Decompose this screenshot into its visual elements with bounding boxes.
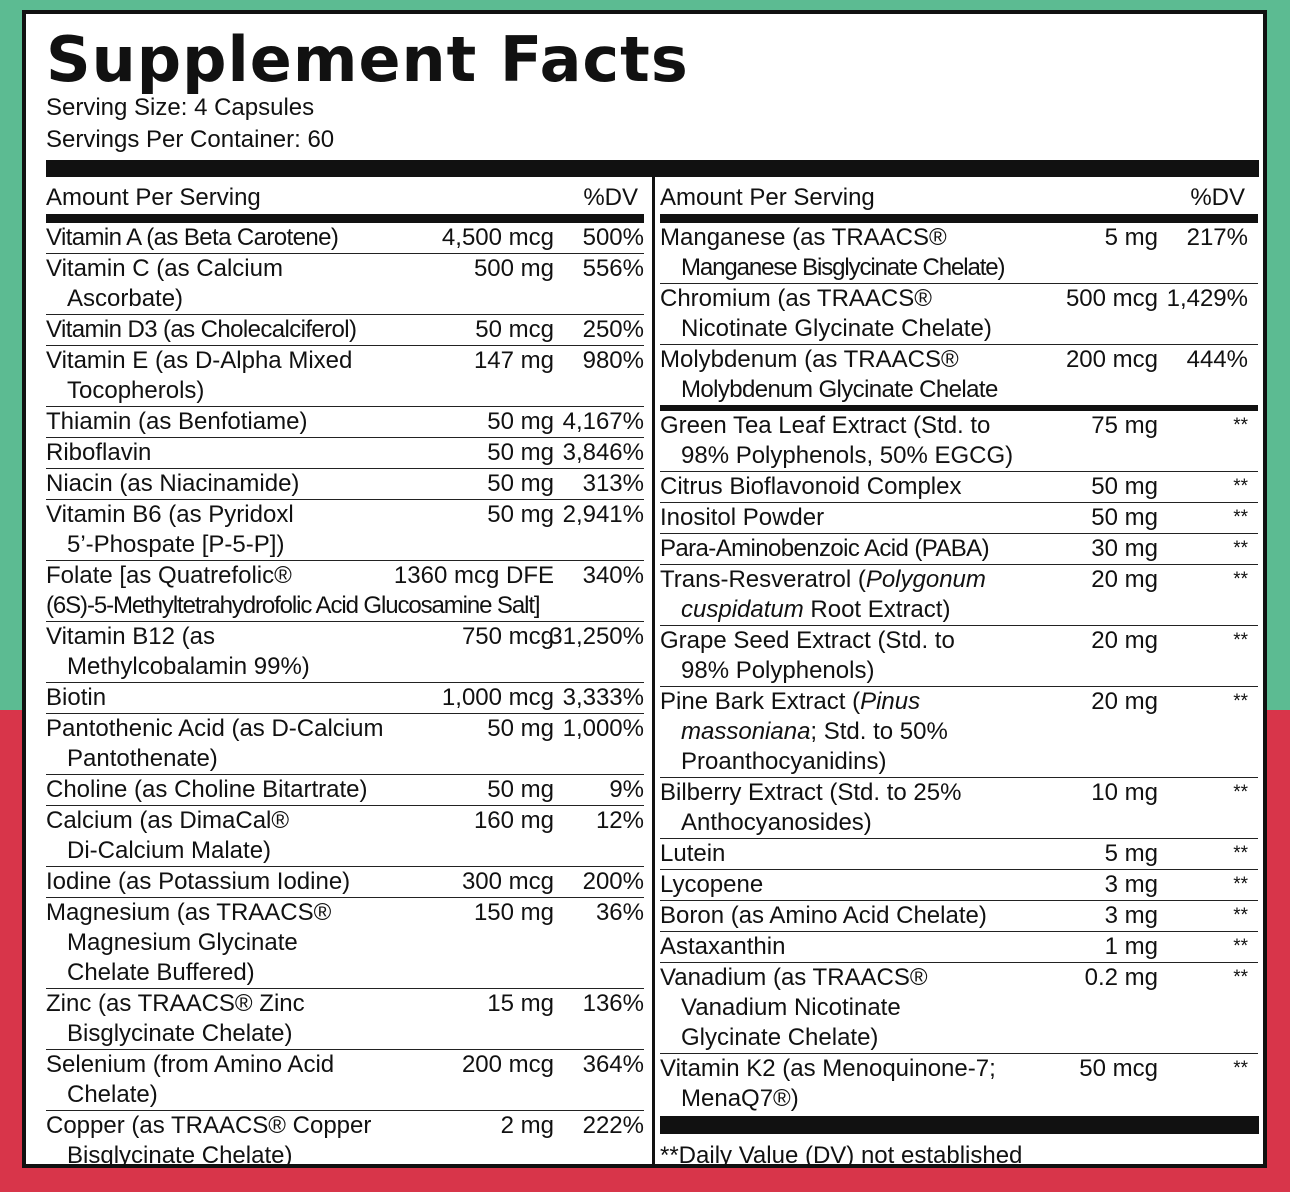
nutrient-dv: 340% (582, 562, 644, 589)
nutrient-name (660, 223, 1258, 283)
nutrient-name (660, 503, 1258, 533)
dv-header-label: %DV (1190, 184, 1245, 211)
nutrient-name-line: Pantothenate) (67, 745, 218, 772)
nutrient-row (46, 407, 644, 438)
nutrient-dv: ** (1233, 569, 1248, 590)
nutrient-dv: 2,941% (562, 501, 644, 528)
nutrient-dv: 500% (582, 224, 644, 251)
nutrient-row (46, 683, 644, 714)
nutrient-row (660, 411, 1258, 472)
nutrient-name-line: Vanadium (as TRAACS® (660, 964, 928, 991)
nutrient-name-line: Nicotinate Glycinate Chelate) (681, 315, 992, 342)
nutrient-name-line: Thiamin (as Benfotiame) (46, 408, 308, 435)
nutrient-amount: 150 mg (473, 899, 554, 926)
nutrient-amount: 20 mg (1091, 627, 1158, 654)
nutrient-dv: ** (1233, 538, 1248, 559)
nutrient-name-line: Chelate Buffered) (67, 959, 255, 986)
nutrient-row (660, 687, 1258, 778)
nutrient-name (46, 683, 644, 713)
nutrient-dv: 444% (1186, 346, 1248, 373)
nutrient-name-line: Anthocyanosides) (681, 809, 872, 836)
nutrient-row (660, 472, 1258, 503)
dv-header-label: %DV (583, 184, 638, 211)
nutrient-amount: 500 mcg (1065, 285, 1158, 312)
nutrient-row (46, 254, 644, 315)
footer-divider (660, 1116, 1259, 1134)
nutrient-dv: 1,000% (562, 715, 644, 742)
nutrient-row (46, 714, 644, 775)
nutrient-name-line: Bilberry Extract (Std. to 25% (660, 779, 962, 806)
nutrient-dv: 3,846% (562, 439, 644, 466)
nutrient-row (46, 806, 644, 867)
nutrient-dv: 250% (582, 316, 644, 343)
nutrient-amount: 50 mg (487, 439, 554, 466)
nutrient-dv: 200% (582, 868, 644, 895)
nutrient-dv: ** (1233, 415, 1248, 436)
nutrient-row (46, 775, 644, 806)
nutrient-row (660, 932, 1258, 963)
right-column-header (660, 182, 1258, 223)
nutrient-amount: 50 mg (1091, 473, 1158, 500)
nutrient-row (660, 565, 1258, 626)
nutrient-amount: 750 mcg (461, 623, 554, 650)
nutrient-dv: ** (1233, 905, 1248, 926)
nutrient-name-line: Proanthocyanidins) (681, 748, 887, 775)
nutrient-dv: 4,167% (562, 408, 644, 435)
nutrient-name (660, 1054, 1258, 1114)
nutrient-name-line: Niacin (as Niacinamide) (46, 470, 300, 497)
nutrient-dv: ** (1233, 507, 1248, 528)
nutrient-name (46, 346, 644, 406)
nutrient-row (660, 345, 1258, 411)
nutrient-name-line: Di-Calcium Malate) (67, 837, 272, 864)
nutrient-name (660, 778, 1258, 838)
nutrient-name-line: Chromium (as TRAACS® (660, 285, 932, 312)
nutrient-amount: 200 mcg (1065, 346, 1158, 373)
nutrient-name (660, 901, 1258, 931)
nutrient-dv: ** (1233, 476, 1248, 497)
nutrient-dv: 222% (582, 1112, 644, 1139)
nutrient-name (46, 806, 644, 866)
nutrient-amount: 1360 mcg DFE (393, 562, 554, 589)
nutrient-name (660, 565, 1258, 625)
nutrient-name-line: Copper (as TRAACS® Copper (46, 1112, 372, 1139)
nutrient-name-line: Vitamin K2 (as Menoquinone-7; (660, 1055, 996, 1082)
left-column-header (46, 182, 644, 223)
nutrient-name-line: Vitamin E (as D-Alpha Mixed (46, 347, 353, 374)
nutrient-name-line: Magnesium Glycinate (67, 929, 298, 956)
nutrient-dv: 9% (609, 776, 644, 803)
nutrient-amount: 147 mg (473, 347, 554, 374)
nutrient-row (660, 963, 1258, 1054)
nutrient-dv: ** (1233, 691, 1248, 712)
nutrient-amount: 30 mg (1091, 535, 1158, 562)
nutrient-name-line: Calcium (as DimaCal® (46, 807, 290, 834)
right-column (660, 182, 1258, 1114)
nutrient-name (46, 1111, 644, 1171)
nutrient-name-line: Lutein (660, 840, 726, 867)
nutrient-name-line: Pine Bark Extract (Pinus (660, 688, 921, 715)
nutrient-name-line: Choline (as Choline Bitartrate) (46, 776, 368, 803)
nutrient-amount: 15 mg (487, 990, 554, 1017)
nutrient-name-line: Chelate) (67, 1081, 158, 1108)
nutrient-name (660, 534, 1258, 564)
nutrient-row (46, 500, 644, 561)
nutrient-dv: ** (1233, 874, 1248, 895)
nutrient-name-line: Vitamin B12 (as (46, 623, 215, 650)
dv-footnote: **Daily Value (DV) not established (660, 1142, 1023, 1169)
nutrient-amount: 50 mg (1091, 504, 1158, 531)
nutrient-row (46, 438, 644, 469)
nutrient-name (46, 315, 644, 345)
nutrient-name-line: Zinc (as TRAACS® Zinc (46, 990, 305, 1017)
nutrient-dv: ** (1233, 936, 1248, 957)
nutrient-row (660, 284, 1258, 345)
nutrient-amount: 50 mg (487, 501, 554, 528)
nutrient-name-line: Bisglycinate Chelate) (67, 1020, 293, 1047)
nutrient-row (46, 989, 644, 1050)
nutrient-dv: 12% (595, 807, 644, 834)
nutrient-name-line: Folate [as Quatrefolic® (46, 562, 292, 589)
thick-divider (46, 160, 1259, 177)
nutrient-amount: 300 mcg (461, 868, 554, 895)
nutrient-name-line: Pantothenic Acid (as D-Calcium (46, 715, 384, 742)
nutrient-name (660, 932, 1258, 962)
nutrient-amount: 50 mcg (1079, 1055, 1158, 1082)
nutrient-dv: 556% (582, 255, 644, 282)
nutrient-name-line: Vitamin A (as Beta Carotene) (46, 224, 339, 251)
nutrient-name (660, 345, 1258, 405)
nutrient-name-line: Astaxanthin (660, 933, 786, 960)
nutrient-dv: ** (1233, 782, 1248, 803)
nutrient-name (46, 775, 644, 805)
nutrient-name-line: Vitamin C (as Calcium (46, 255, 283, 282)
nutrient-name-line: Selenium (from Amino Acid (46, 1051, 335, 1078)
supplement-facts-panel (22, 10, 1267, 1168)
nutrient-dv: 136% (582, 990, 644, 1017)
nutrient-dv: ** (1233, 843, 1248, 864)
nutrient-name-line: Para-Aminobenzoic Acid (PABA) (660, 535, 989, 562)
nutrient-name-line: Methylcobalamin 99%) (67, 653, 310, 680)
nutrient-name-line: Iodine (as Potassium Iodine) (46, 868, 351, 895)
left-nutrient-list (46, 223, 644, 1171)
nutrient-amount: 200 mcg (461, 1051, 554, 1078)
nutrient-name-line: 98% Polyphenols, 50% EGCG) (681, 442, 1014, 469)
nutrient-name (660, 687, 1258, 777)
panel-title: Supplement Facts (46, 23, 689, 96)
nutrient-name (660, 839, 1258, 869)
nutrient-amount: 75 mg (1091, 412, 1158, 439)
nutrient-amount: 50 mg (487, 470, 554, 497)
nutrient-amount: 0.2 mg (1084, 964, 1158, 991)
nutrient-row (46, 867, 644, 898)
nutrient-name (660, 411, 1258, 471)
nutrient-name-line: Lycopene (660, 871, 764, 898)
nutrient-amount: 4,500 mcg (441, 224, 554, 251)
nutrient-name-line: Manganese (as TRAACS® (660, 224, 947, 251)
nutrient-row (660, 1054, 1258, 1114)
servings-per-container: Servings Per Container: 60 (46, 126, 335, 153)
nutrient-name-line: Ascorbate) (67, 285, 184, 312)
nutrient-name (660, 963, 1258, 1053)
nutrient-amount: 3 mg (1104, 871, 1158, 898)
nutrient-name-line: Bisglycinate Chelate) (67, 1142, 293, 1169)
nutrient-amount: 50 mcg (475, 316, 554, 343)
nutrient-amount: 2 mg (500, 1112, 554, 1139)
nutrient-name-line: Trans-Resveratrol (Polygonum (660, 566, 986, 593)
nutrient-name-line: Vanadium Nicotinate (681, 994, 901, 1021)
nutrient-amount: 1 mg (1104, 933, 1158, 960)
nutrient-row (660, 223, 1258, 284)
nutrient-name-line: Molybdenum Glycinate Chelate (681, 376, 998, 403)
nutrient-row (46, 898, 644, 989)
nutrient-name (46, 254, 644, 314)
serving-size: Serving Size: 4 Capsules (46, 94, 315, 121)
nutrient-name (46, 989, 644, 1049)
nutrient-row (46, 1050, 644, 1111)
nutrient-name-line: (6S)-5-Methyltetrahydrofolic Acid Glucosamine Salt] (46, 592, 540, 619)
nutrient-row (46, 223, 644, 254)
nutrient-amount: 500 mg (473, 255, 554, 282)
nutrient-name (46, 714, 644, 774)
nutrient-row (46, 315, 644, 346)
nutrient-name-line: 98% Polyphenols) (681, 657, 875, 684)
nutrient-name-line: cuspidatum Root Extract) (681, 596, 951, 623)
nutrient-name (46, 898, 644, 988)
nutrient-dv: 313% (582, 470, 644, 497)
left-column (46, 182, 644, 1171)
nutrient-amount: 20 mg (1091, 688, 1158, 715)
nutrient-dv: ** (1233, 1058, 1248, 1079)
nutrient-amount: 5 mg (1104, 224, 1158, 251)
nutrient-dv: ** (1233, 630, 1248, 651)
nutrient-name (660, 870, 1258, 900)
nutrient-dv: 980% (582, 347, 644, 374)
nutrient-name-line: Green Tea Leaf Extract (Std. to (660, 412, 991, 439)
nutrient-amount: 20 mg (1091, 566, 1158, 593)
nutrient-name (46, 1050, 644, 1110)
nutrient-dv: ** (1233, 967, 1248, 988)
nutrient-dv: 1,429% (1166, 285, 1248, 312)
right-nutrient-list (660, 223, 1258, 1114)
nutrient-name-line: Glycinate Chelate) (681, 1024, 879, 1051)
nutrient-dv: 217% (1186, 224, 1248, 251)
nutrient-name (46, 469, 644, 499)
nutrient-name-line: Molybdenum (as TRAACS® (660, 346, 959, 373)
nutrient-name (46, 500, 644, 560)
nutrient-row (660, 870, 1258, 901)
nutrient-name (46, 867, 644, 897)
nutrient-amount: 1,000 mcg (441, 684, 554, 711)
nutrient-dv: 31,250% (549, 623, 644, 650)
nutrient-row (660, 534, 1258, 565)
nutrient-name-line: Vitamin D3 (as Cholecalciferol) (46, 316, 357, 343)
nutrient-row (660, 839, 1258, 870)
nutrient-name-line: 5’-Phospate [P-5-P]) (67, 531, 285, 558)
nutrient-row (46, 469, 644, 500)
nutrient-name-line: Citrus Bioflavonoid Complex (660, 473, 962, 500)
nutrient-name (46, 561, 644, 621)
nutrient-name-line: Manganese Bisglycinate Chelate) (681, 254, 1005, 281)
amount-per-serving-label: Amount Per Serving (46, 184, 261, 211)
nutrient-row (660, 503, 1258, 534)
nutrient-row (46, 346, 644, 407)
nutrient-amount: 50 mg (487, 715, 554, 742)
nutrient-dv: 36% (595, 899, 644, 926)
nutrient-amount: 50 mg (487, 408, 554, 435)
nutrient-row (660, 778, 1258, 839)
nutrient-name-line: Boron (as Amino Acid Chelate) (660, 902, 987, 929)
nutrient-amount: 50 mg (487, 776, 554, 803)
amount-per-serving-label: Amount Per Serving (660, 184, 875, 211)
nutrient-dv: 3,333% (562, 684, 644, 711)
nutrient-dv: 364% (582, 1051, 644, 1078)
nutrient-name (46, 223, 644, 253)
nutrient-name-line: Vitamin B6 (as Pyridoxl (46, 501, 294, 528)
nutrient-row (46, 561, 644, 622)
nutrient-name-line: massoniana; Std. to 50% (681, 718, 948, 745)
nutrient-name (46, 438, 644, 468)
nutrient-name (660, 626, 1258, 686)
nutrient-amount: 10 mg (1091, 779, 1158, 806)
nutrient-name-line: Inositol Powder (660, 504, 825, 531)
nutrient-name-line: Tocopherols) (67, 377, 205, 404)
nutrient-amount: 5 mg (1104, 840, 1158, 867)
nutrient-name (660, 472, 1258, 502)
nutrient-name-line: Riboflavin (46, 439, 152, 466)
nutrient-name (46, 407, 644, 437)
nutrient-row (660, 626, 1258, 687)
nutrient-row (46, 1111, 644, 1171)
nutrient-row (660, 901, 1258, 932)
nutrient-amount: 160 mg (473, 807, 554, 834)
nutrient-name-line: MenaQ7®) (681, 1085, 799, 1112)
nutrient-amount: 3 mg (1104, 902, 1158, 929)
nutrient-row (46, 622, 644, 683)
nutrient-name-line: Biotin (46, 684, 107, 711)
nutrient-name-line: Grape Seed Extract (Std. to (660, 627, 955, 654)
column-divider (652, 177, 655, 1168)
nutrient-name-line: Magnesium (as TRAACS® (46, 899, 332, 926)
